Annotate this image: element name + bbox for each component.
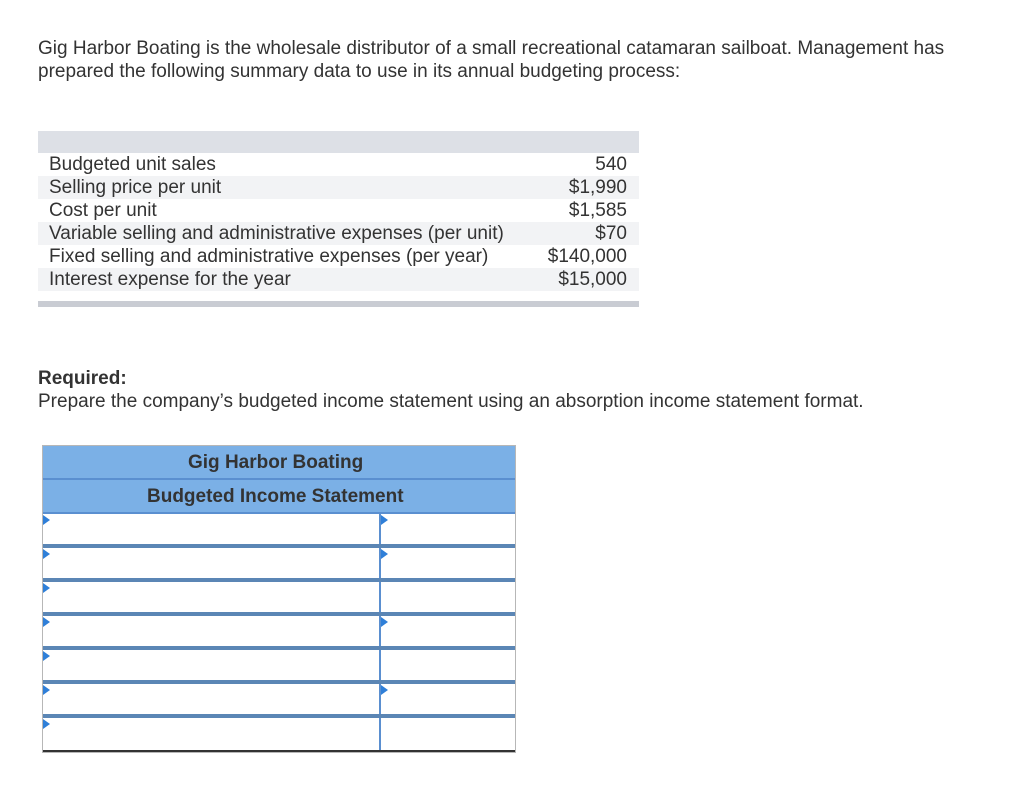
intro-paragraph: Gig Harbor Boating is the wholesale distributor of a small recreational catamaran sailboat. Management has prepared the following summary data to use in its annual budgeting process: bbox=[38, 38, 945, 82]
row-amount-input[interactable] bbox=[381, 514, 515, 544]
data-value: $140,000 bbox=[547, 246, 627, 267]
data-row-fixed-sga bbox=[38, 245, 639, 268]
dropdown-marker-icon bbox=[43, 685, 50, 695]
dropdown-marker-icon bbox=[381, 515, 388, 525]
row-amount-input[interactable] bbox=[381, 582, 515, 612]
row-label-input[interactable] bbox=[43, 514, 379, 544]
data-row-variable-sga bbox=[38, 222, 639, 245]
data-value: $15,000 bbox=[558, 269, 627, 290]
data-value: 540 bbox=[595, 154, 627, 175]
row-amount-input[interactable] bbox=[381, 650, 515, 680]
table-top-band bbox=[38, 131, 639, 153]
dropdown-marker-icon bbox=[381, 617, 388, 627]
table-row bbox=[43, 616, 515, 650]
dropdown-marker-icon bbox=[43, 719, 50, 729]
required-text: Prepare the company’s budgeted income statement using an absorption income statement format. bbox=[38, 391, 864, 412]
dropdown-marker-icon bbox=[381, 549, 388, 559]
row-label-input[interactable] bbox=[43, 548, 379, 578]
row-label-cell[interactable] bbox=[43, 650, 381, 680]
data-row-selling-price bbox=[38, 176, 639, 199]
dropdown-marker-icon bbox=[43, 549, 50, 559]
row-amount-input[interactable] bbox=[381, 548, 515, 578]
data-label: Fixed selling and administrative expenses (per year) bbox=[49, 246, 489, 267]
dropdown-marker-icon bbox=[43, 617, 50, 627]
row-label-cell[interactable] bbox=[43, 548, 381, 578]
row-amount-input[interactable] bbox=[381, 616, 515, 646]
row-amount-cell[interactable] bbox=[381, 718, 515, 750]
row-label-input[interactable] bbox=[43, 684, 379, 714]
table-row bbox=[43, 582, 515, 616]
company-name-header: Gig Harbor Boating bbox=[43, 446, 515, 480]
table-bottom-band bbox=[38, 301, 639, 307]
data-label: Selling price per unit bbox=[49, 177, 222, 198]
data-row-budgeted-unit-sales bbox=[38, 153, 639, 176]
data-label: Variable selling and administrative expenses (per unit) bbox=[49, 223, 504, 244]
row-label-input[interactable] bbox=[43, 616, 379, 646]
table-row bbox=[43, 684, 515, 718]
dropdown-marker-icon bbox=[43, 651, 50, 661]
table-row bbox=[43, 650, 515, 684]
row-amount-cell[interactable] bbox=[381, 582, 515, 612]
income-statement-table bbox=[42, 445, 516, 753]
dropdown-marker-icon bbox=[43, 583, 50, 593]
dropdown-marker-icon bbox=[381, 685, 388, 695]
required-title: Required: bbox=[38, 368, 127, 389]
row-amount-input[interactable] bbox=[381, 684, 515, 714]
row-amount-cell[interactable] bbox=[381, 650, 515, 680]
row-label-cell[interactable] bbox=[43, 582, 381, 612]
row-amount-cell[interactable] bbox=[381, 684, 515, 714]
data-row-interest-expense bbox=[38, 268, 639, 291]
data-value: $70 bbox=[595, 223, 627, 244]
statement-title-header: Budgeted Income Statement bbox=[43, 480, 515, 514]
table-row bbox=[43, 718, 515, 752]
table-row bbox=[43, 514, 515, 548]
summary-data-table bbox=[38, 131, 639, 307]
table-row bbox=[43, 548, 515, 582]
row-label-input[interactable] bbox=[43, 582, 379, 612]
row-amount-cell[interactable] bbox=[381, 548, 515, 578]
dropdown-marker-icon bbox=[43, 515, 50, 525]
row-amount-cell[interactable] bbox=[381, 616, 515, 646]
row-amount-input[interactable] bbox=[381, 718, 515, 750]
data-row-cost-per-unit bbox=[38, 199, 639, 222]
row-label-cell[interactable] bbox=[43, 718, 381, 750]
row-label-input[interactable] bbox=[43, 718, 379, 750]
summary-data-body bbox=[38, 153, 639, 301]
row-label-cell[interactable] bbox=[43, 514, 381, 544]
data-label: Interest expense for the year bbox=[49, 269, 291, 290]
required-section bbox=[38, 367, 864, 413]
data-value: $1,990 bbox=[568, 177, 627, 198]
row-amount-cell[interactable] bbox=[381, 514, 515, 544]
row-label-input[interactable] bbox=[43, 650, 379, 680]
data-value: $1,585 bbox=[568, 200, 627, 221]
row-label-cell[interactable] bbox=[43, 684, 381, 714]
row-label-cell[interactable] bbox=[43, 616, 381, 646]
data-label: Budgeted unit sales bbox=[49, 154, 216, 175]
data-label: Cost per unit bbox=[49, 200, 157, 221]
